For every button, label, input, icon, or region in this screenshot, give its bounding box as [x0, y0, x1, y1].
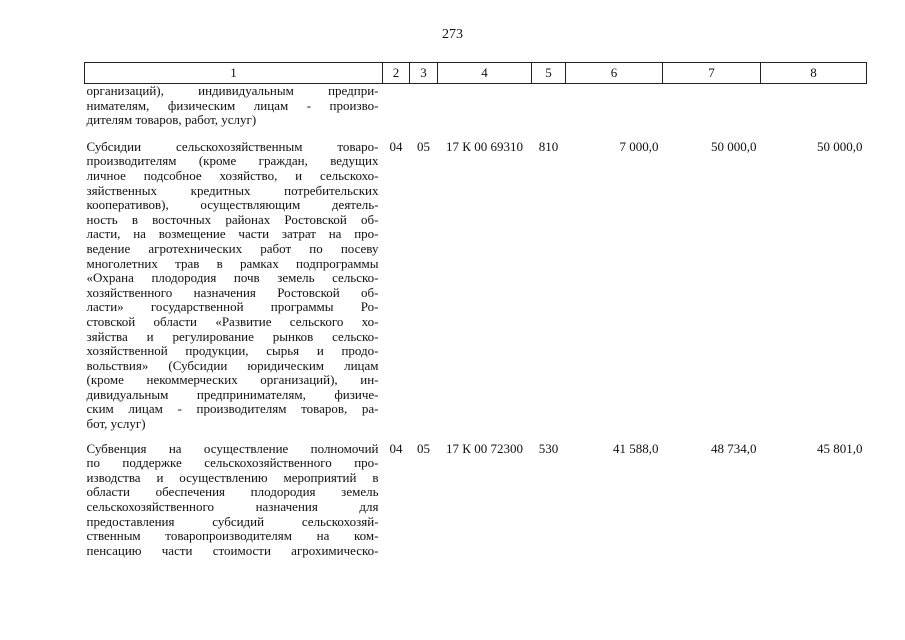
cell — [438, 84, 532, 134]
row-description — [85, 134, 383, 440]
text-line: бот, услуг) — [86, 416, 146, 432]
amount-col-8: 45 801,0 — [817, 440, 863, 456]
text-line: хозяйственного назначения Ростовской об- — [86, 284, 379, 300]
text-line: дивидуальным предпринимателям, физиче- — [86, 386, 379, 402]
cell — [761, 84, 867, 134]
cell — [663, 84, 761, 134]
text-line: «Охрана плодородия почв земель сельско- — [86, 270, 379, 286]
text-line: (кроме некоммерческих организаций), ин- — [86, 372, 379, 388]
table-row — [85, 134, 867, 440]
cell — [383, 84, 410, 134]
text-line: нимателям, физическим лицам - произво- — [86, 97, 379, 113]
text-line: предоставления субсидий сельскохозяй- — [86, 513, 379, 529]
text-line: зяйственных кредитных потребительских — [86, 182, 379, 198]
target-article-code: 17 К 00 69310 — [446, 138, 523, 154]
text-line: хозяйственной продукции, сырья и продо- — [86, 343, 379, 359]
text-line: изводства и осуществлению мероприятий в — [86, 469, 379, 485]
column-header-1: 1 — [85, 63, 383, 84]
text-line: сельскохозяйственного назначения для — [86, 499, 379, 515]
section-code: 04 — [389, 138, 403, 154]
amount-col-7: 48 734,0 — [711, 440, 757, 456]
text-line: кооперативов), осуществляющим деятель- — [86, 197, 379, 213]
text-line: личное подсобное хозяйство, и сельскохо- — [86, 167, 379, 183]
text-line: зяйства и регулирование рынков сельско- — [86, 328, 379, 344]
column-header-2: 2 — [383, 63, 410, 84]
table-row-continuation — [85, 84, 867, 134]
text-line: организаций), индивидуальным предпри- — [86, 83, 379, 98]
text-line: области обеспечения плодородия земель — [86, 484, 379, 500]
budget-table — [84, 62, 867, 558]
text-line: ность в восточных районах Ростовской об- — [86, 211, 379, 227]
text-line: дителям товаров, работ, услуг) — [86, 112, 257, 128]
text-line: пенсацию части стоимости агрохимическо- — [86, 542, 379, 558]
column-header-6: 6 — [566, 63, 663, 84]
cell — [410, 84, 438, 134]
text-line: Субвенция на осуществление полномочий — [86, 440, 379, 456]
text-line: многолетних трав в рамках подпрограммы — [86, 255, 379, 271]
column-header-4: 4 — [438, 63, 532, 84]
text-line: ласти, на возмещение части затрат на про- — [86, 226, 379, 242]
text-line: ласти» государственной программы Ро- — [86, 299, 379, 315]
amount-col-8: 50 000,0 — [817, 138, 863, 154]
row-description — [85, 84, 383, 134]
text-line: производителям (кроме граждан, ведущих — [86, 153, 379, 169]
text-line: ским лицам - производителям товаров, ра- — [86, 401, 379, 417]
amount-col-6: 7 000,0 — [619, 138, 659, 154]
table-row — [85, 440, 867, 559]
subsection-code: 05 — [417, 440, 430, 456]
expense-type-code: 810 — [538, 138, 559, 154]
column-header-5: 5 — [532, 63, 566, 84]
page-number: 273 — [442, 27, 463, 42]
column-header-8: 8 — [761, 63, 867, 84]
expense-type-code: 530 — [538, 440, 559, 456]
cell — [566, 84, 663, 134]
text-line: по поддержке сельскохозяйственного про- — [86, 455, 379, 471]
text-line: ственным товаропроизводителям на ком- — [86, 528, 379, 544]
table-header-row — [85, 63, 867, 84]
column-header-7: 7 — [663, 63, 761, 84]
section-code: 04 — [389, 440, 403, 456]
row-description — [85, 440, 383, 559]
target-article-code: 17 К 00 72300 — [446, 440, 523, 456]
text-line: Субсидии сельскохозяйственным товаро- — [86, 138, 379, 154]
text-line: ведение агротехнических работ по посеву — [86, 240, 379, 256]
cell — [532, 84, 566, 134]
column-header-3: 3 — [410, 63, 438, 84]
subsection-code: 05 — [417, 138, 430, 154]
text-line: вольствия» (Субсидии юридическим лицам — [86, 357, 379, 373]
amount-col-6: 41 588,0 — [613, 440, 659, 456]
amount-col-7: 50 000,0 — [711, 138, 757, 154]
text-line: стовской области «Развитие сельского хо- — [86, 313, 379, 329]
